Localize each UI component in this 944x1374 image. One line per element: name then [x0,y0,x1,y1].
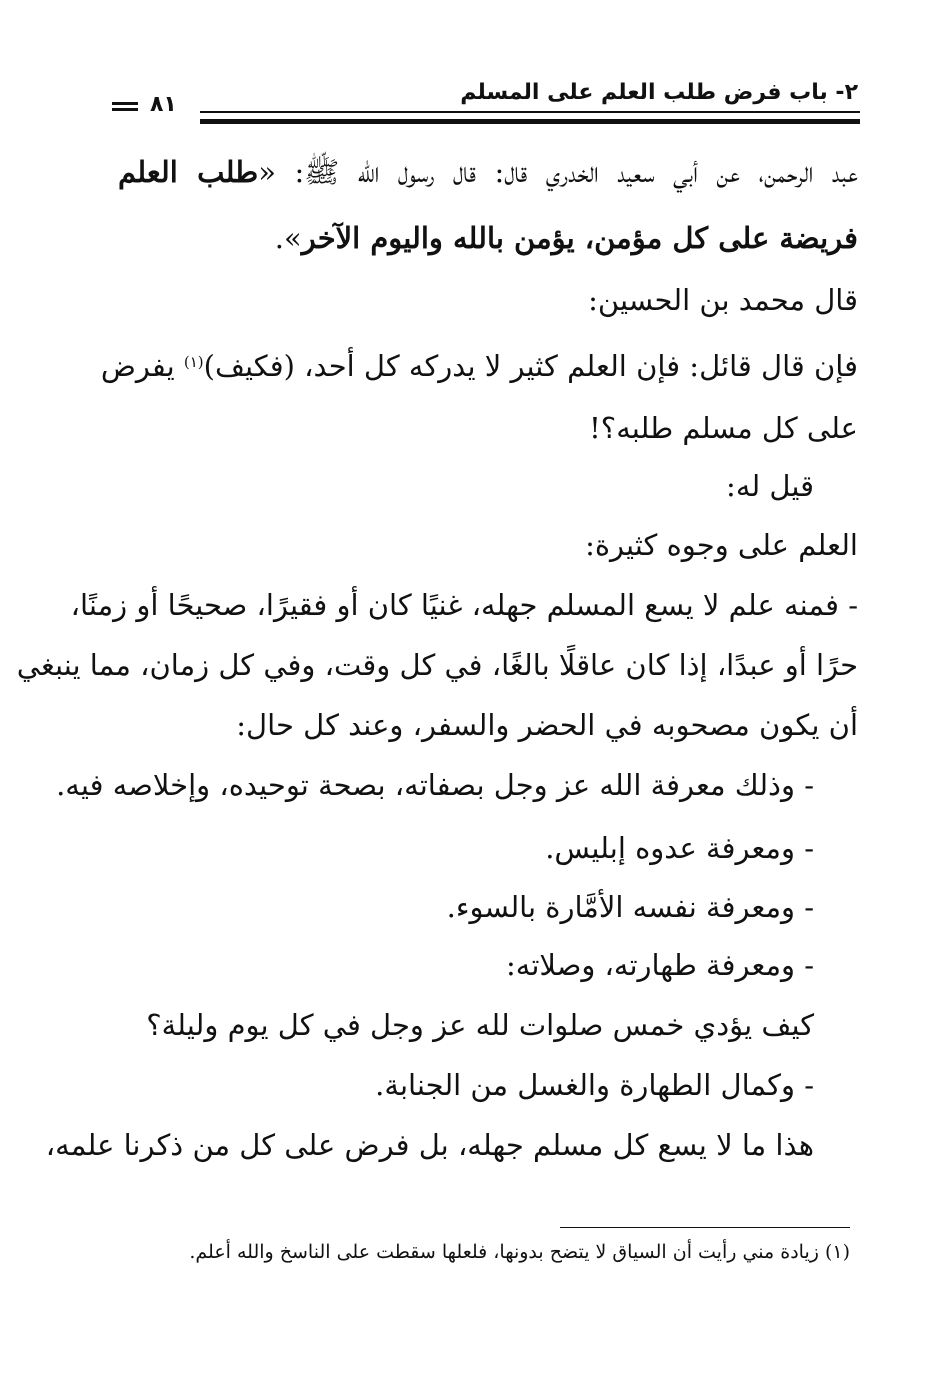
header-dash-mark [112,102,138,105]
text-line: قال محمد بن الحسين: [588,283,858,317]
header-rule [200,111,860,113]
footnote: (١) زيادة مني رأيت أن السياق لا يتضح بدونها، فلعلها سقطت على الناسخ والله أعلم. [189,1241,850,1263]
header-rule-thick [200,119,860,124]
list-item: - ومعرفة عدوه إبليس. [545,831,814,865]
list-item: - وكمال الطهارة والغسل من الجنابة. [375,1068,814,1102]
list-item: - وذلك معرفة الله عز وجل بصفاته، بصحة توحيده، وإخلاصه فيه. [56,768,814,802]
text-line: قيل له: [726,469,814,503]
chapter-title: ٢- باب فرض طلب العلم على المسلم [460,80,858,105]
footnote-separator [560,1227,850,1228]
text-line: أن يكون مصحوبه في الحضر والسفر، وعند كل حال: [236,708,858,742]
text-line: حرًا أو عبدًا، إذا كان عاقلًا بالغًا، في كل وقت، وفي كل زمان، مما ينبغي [16,648,858,682]
text-line: - فمنه علم لا يسع المسلم جهله، غنيًا كان أو فقيرًا، صحيحًا أو زمنًا، [70,588,858,622]
text-line: العلم على وجوه كثيرة: [585,528,858,562]
page-number: ٨١ [150,92,177,117]
text-line: فإن قال قائل: فإن العلم كثير لا يدركه كل أحد، (فكيف)$^{(١)}$ يفرض [100,349,858,383]
list-item: - ومعرفة نفسه الأمَّارة بالسوء. [446,890,814,924]
text-line: هذا ما لا يسع كل مسلم جهله، بل فرض على كل من ذكرنا علمه، [45,1128,814,1162]
text-line: عبد الرحمن، عن أبي سعيد الخدري قال: قال رسول الله ﷺ: «طلب العلم [118,155,858,189]
header-dash-mark [112,108,138,111]
text-line: فريضة على كل مؤمن، يؤمن بالله واليوم الآخر». [274,221,858,255]
text-line: كيف يؤدي خمس صلوات لله عز وجل في كل يوم وليلة؟ [146,1008,814,1042]
footnote-ref: (١) [183,353,204,371]
list-item: - ومعرفة طهارته، وصلاته: [506,948,814,982]
text-line: على كل مسلم طلبه؟! [589,411,858,445]
